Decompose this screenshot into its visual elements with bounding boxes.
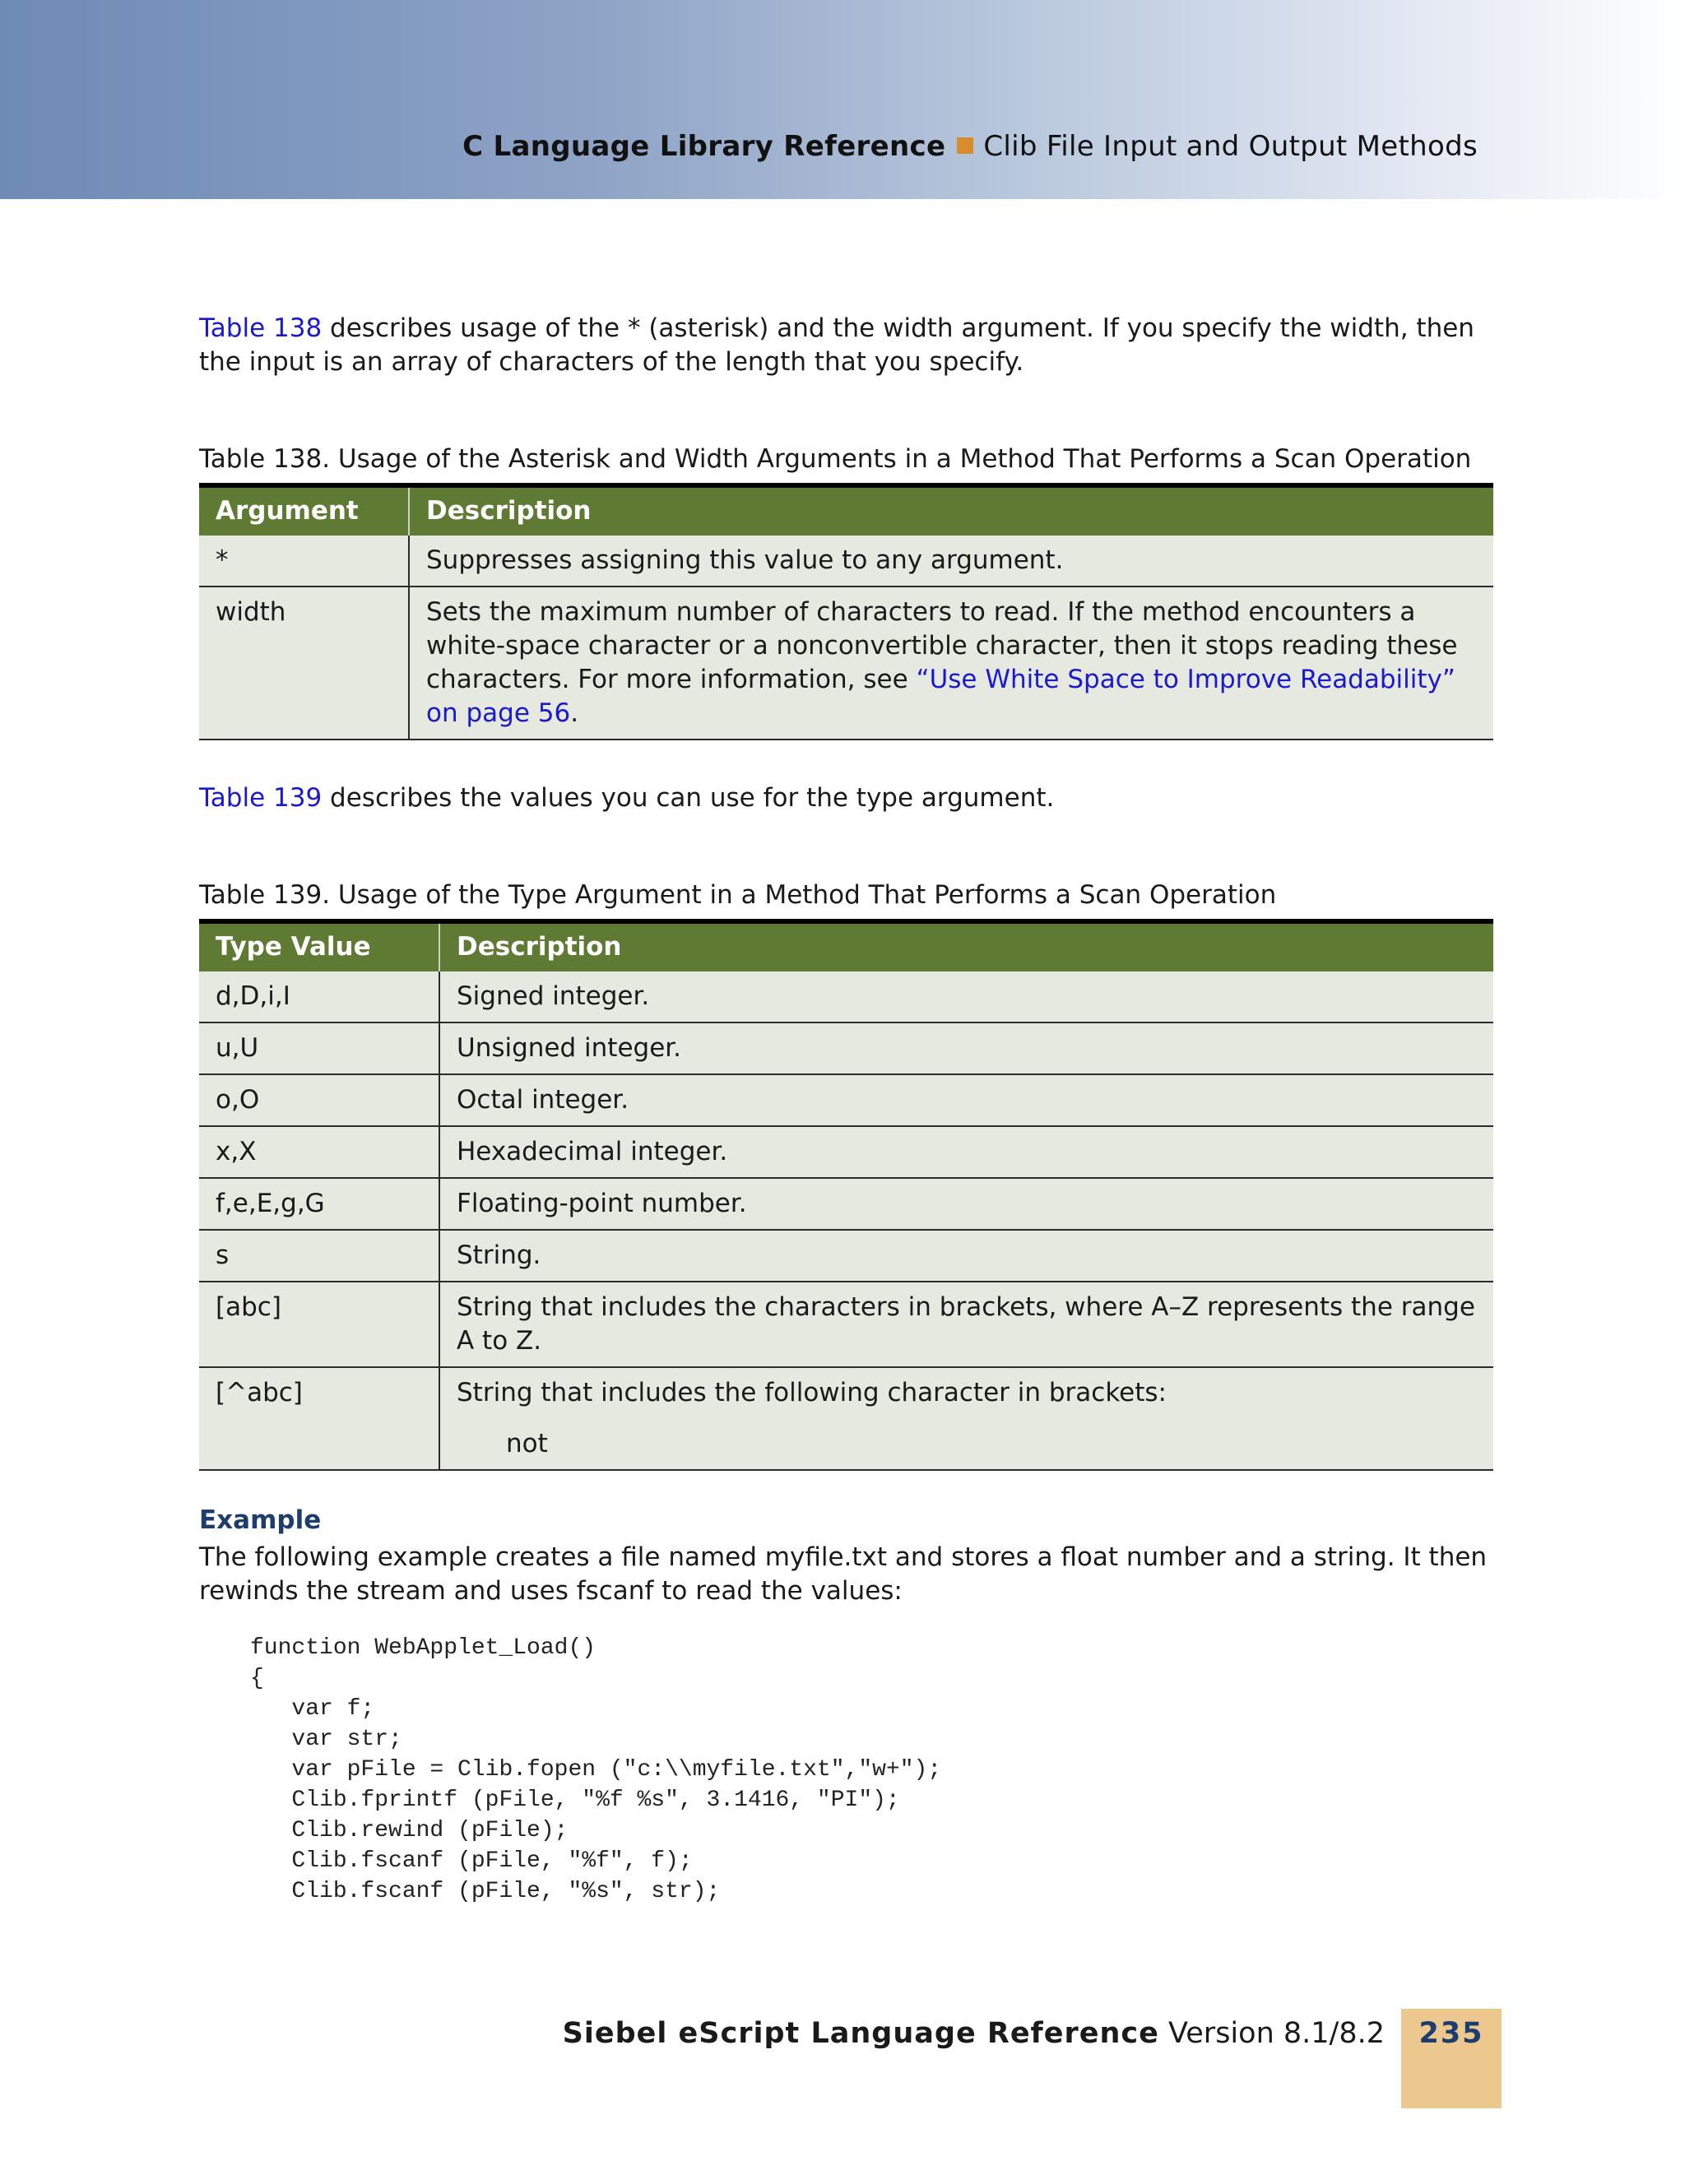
description-cell: Unsigned integer.: [439, 1022, 1493, 1074]
table-row: [199, 1022, 1493, 1074]
table-139-caption: [199, 879, 1493, 911]
example-heading: [199, 1505, 1493, 1535]
type-cell: s: [199, 1230, 439, 1282]
description-cell: [439, 1367, 1493, 1470]
running-header: [462, 130, 1478, 163]
table-139-header-type-value: Type Value: [199, 921, 439, 971]
intro-text: describes usage of the * (asterisk) and the width argument. If you specify the width, then the input is an array of characters of the length that you specify.: [199, 313, 1474, 377]
argument-cell: width: [199, 587, 409, 740]
table-139-header-description: Description: [439, 921, 1493, 971]
type-cell: d,D,i,I: [199, 971, 439, 1022]
table-139: [199, 919, 1493, 1471]
type-cell: f,e,E,g,G: [199, 1178, 439, 1230]
table-row: [199, 536, 1493, 587]
description-text: Sets the maximum number of characters to read. If the method encounters a white-space character or a nonconvertible character, then it stops reading these characters. For more information, see: [426, 597, 1458, 694]
table-138-caption: [199, 443, 1493, 475]
table-139-link[interactable]: Table 139: [199, 783, 323, 813]
book-version: Version 8.1/8.2: [1158, 2017, 1385, 2050]
table-row: [199, 1367, 1493, 1470]
description-cell: String that includes the characters in brackets, where A–Z represents the range A to Z.: [439, 1282, 1493, 1367]
book-title: Siebel eScript Language Reference: [562, 2017, 1159, 2050]
footer: [563, 2017, 1385, 2050]
table-row: [199, 971, 1493, 1022]
table-row: [199, 1074, 1493, 1126]
table-row: [199, 1230, 1493, 1282]
table-row: [199, 1178, 1493, 1230]
argument-cell: *: [199, 536, 409, 587]
description-cell: String.: [439, 1230, 1493, 1282]
type-cell: [^abc]: [199, 1367, 439, 1470]
table-138-caption-text: Table 138. Usage of the Asterisk and Width Arguments in a Method That Performs a Scan Operation: [199, 444, 1472, 474]
description-cell: Octal integer.: [439, 1074, 1493, 1126]
description-cell: Hexadecimal integer.: [439, 1126, 1493, 1178]
mid-paragraph: [199, 781, 1493, 815]
description-text-end: .: [570, 698, 579, 728]
example-heading-text: Example: [199, 1505, 322, 1535]
table-139-caption-text: Table 139. Usage of the Type Argument in a Method That Performs a Scan Operation: [199, 880, 1277, 910]
table-138-header-description: Description: [409, 485, 1493, 536]
table-138-header-argument: Argument: [199, 485, 409, 536]
page-number: 235: [1418, 2017, 1484, 2050]
header-band: [0, 0, 1685, 199]
table-row: [199, 587, 1493, 740]
cross-reference-link[interactable]: “Use White Space to Improve Readability” on page 56: [426, 665, 1455, 728]
mid-text: describes the values you can use for the type argument.: [322, 783, 1055, 813]
table-138: [199, 483, 1493, 740]
code-listing: function WebApplet_Load() { var f; var str; var pFile = Clib.fopen ("c:\\myfile.txt","w+"); Clib.fprintf (pFile, "%f %s", 3.1416, "PI"); Clib.rewind (pFile); Clib.fscanf (pFile, "%f", f); Clib.fscanf (pFile, "%s", str);: [250, 1635, 942, 1904]
type-cell: o,O: [199, 1074, 439, 1126]
type-cell: [abc]: [199, 1282, 439, 1367]
table-row: [199, 1126, 1493, 1178]
description-cell: [409, 587, 1493, 740]
page-number-box: [1401, 2009, 1502, 2108]
chapter-title: C Language Library Reference: [462, 130, 946, 163]
example-text: The following example creates a file named myfile.txt and stores a float number and a string. It then rewinds the stream and uses fscanf to read the values:: [199, 1542, 1488, 1606]
description-cell: Floating-point number.: [439, 1178, 1493, 1230]
description-indented-text: not: [506, 1429, 548, 1458]
description-cell: Signed integer.: [439, 971, 1493, 1022]
intro-paragraph: [199, 312, 1493, 379]
example-paragraph: [199, 1541, 1493, 1608]
header-separator-square: [957, 137, 973, 154]
section-title: Clib File Input and Output Methods: [983, 130, 1478, 163]
description-text: String that includes the following character in brackets:: [457, 1378, 1167, 1407]
type-cell: u,U: [199, 1022, 439, 1074]
description-cell: Suppresses assigning this value to any argument.: [409, 536, 1493, 587]
type-cell: x,X: [199, 1126, 439, 1178]
table-row: [199, 1282, 1493, 1367]
code-block: [250, 1633, 1484, 1907]
table-138-link[interactable]: Table 138: [199, 313, 323, 343]
